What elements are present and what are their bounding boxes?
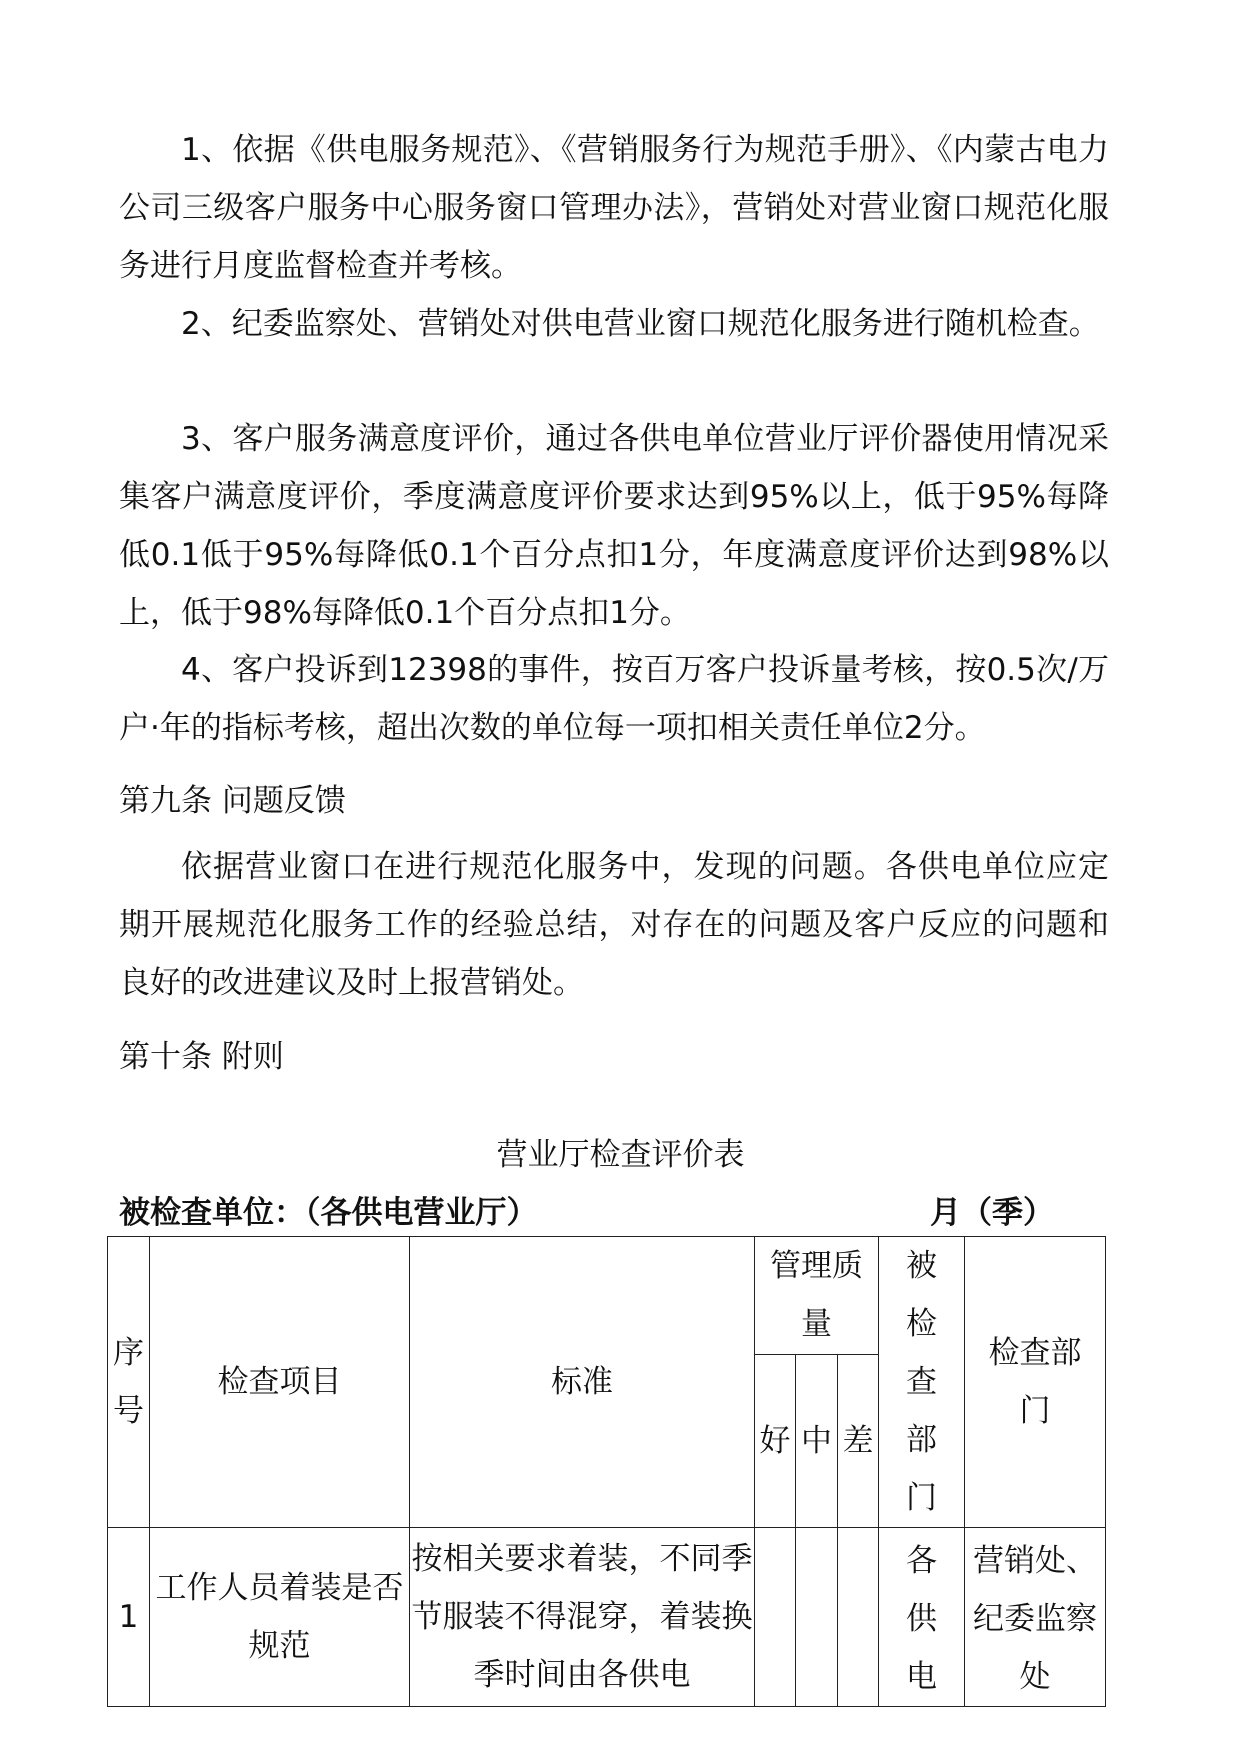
header-quality: 管理质量 — [755, 1237, 879, 1355]
inspected-unit-label: 被检查单位：（各供电营业厅） — [119, 1195, 538, 1231]
feedback-paragraph: 依据营业窗口在进行规范化服务中，发现的问题。各供电单位应定期开展规范化服务工作的经验总结，对存在的问题及客户反应的问题和良好的改进建议及时上报营销处。 — [119, 849, 1109, 1001]
table-title: 营业厅检查评价表 — [496, 1137, 745, 1173]
header-seq: 序号 — [108, 1237, 150, 1528]
clause-paragraph-3: 3、客户服务满意度评价，通过各供电单位营业厅评价器使用情况采集客户满意度评价，季度满意度评价要求达到95%以上，低于95%每降低0.1低于95%每降低0.1个百分点扣1分，年度满意度评价达到98%以上，低于98%每降低0.1个百分点扣1分。 — [119, 421, 1109, 631]
header-good: 好 — [755, 1354, 796, 1527]
row-medium-cell[interactable] — [796, 1528, 838, 1707]
row-inspected-dept: 各供电 — [879, 1528, 965, 1707]
row-item: 工作人员着装是否规范 — [150, 1528, 410, 1707]
header-poor: 差 — [838, 1354, 879, 1527]
row-good-cell[interactable] — [755, 1528, 796, 1707]
header-inspecting-dept: 检查部门 — [965, 1237, 1106, 1528]
header-inspected-dept: 被检查部门 — [879, 1237, 965, 1528]
header-standard: 标准 — [410, 1237, 755, 1528]
article-10-heading: 第十条 附则 — [119, 1039, 284, 1075]
article-9-heading: 第九条 问题反馈 — [119, 783, 346, 819]
header-row-1 — [108, 1237, 1106, 1355]
row-standard: 按相关要求着装，不同季节服装不得混穿，着装换季时间由各供电 — [410, 1528, 755, 1707]
row-seq: 1 — [108, 1528, 150, 1707]
clause-paragraph-1: 1、依据《供电服务规范》、《营销服务行为规范手册》、《内蒙古电力公司三级客户服务中心服务窗口管理办法》，营销处对营业窗口规范化服务进行月度监督检查并考核。 — [119, 132, 1109, 284]
evaluation-table — [107, 1236, 1106, 1707]
table-row — [108, 1528, 1106, 1707]
header-medium: 中 — [796, 1354, 838, 1527]
period-label: 月（季） — [930, 1195, 1054, 1231]
clause-paragraph-2: 2、纪委监察处、营销处对供电营业窗口规范化服务进行随机检查。 — [181, 306, 1100, 342]
clause-paragraph-4: 4、客户投诉到12398的事件，按百万客户投诉量考核，按0.5次/万户·年的指标考核，超出次数的单位每一项扣相关责任单位2分。 — [119, 652, 1109, 746]
row-poor-cell[interactable] — [838, 1528, 879, 1707]
row-inspecting-dept: 营销处、纪委监察处 — [965, 1528, 1106, 1707]
header-item: 检查项目 — [150, 1237, 410, 1528]
